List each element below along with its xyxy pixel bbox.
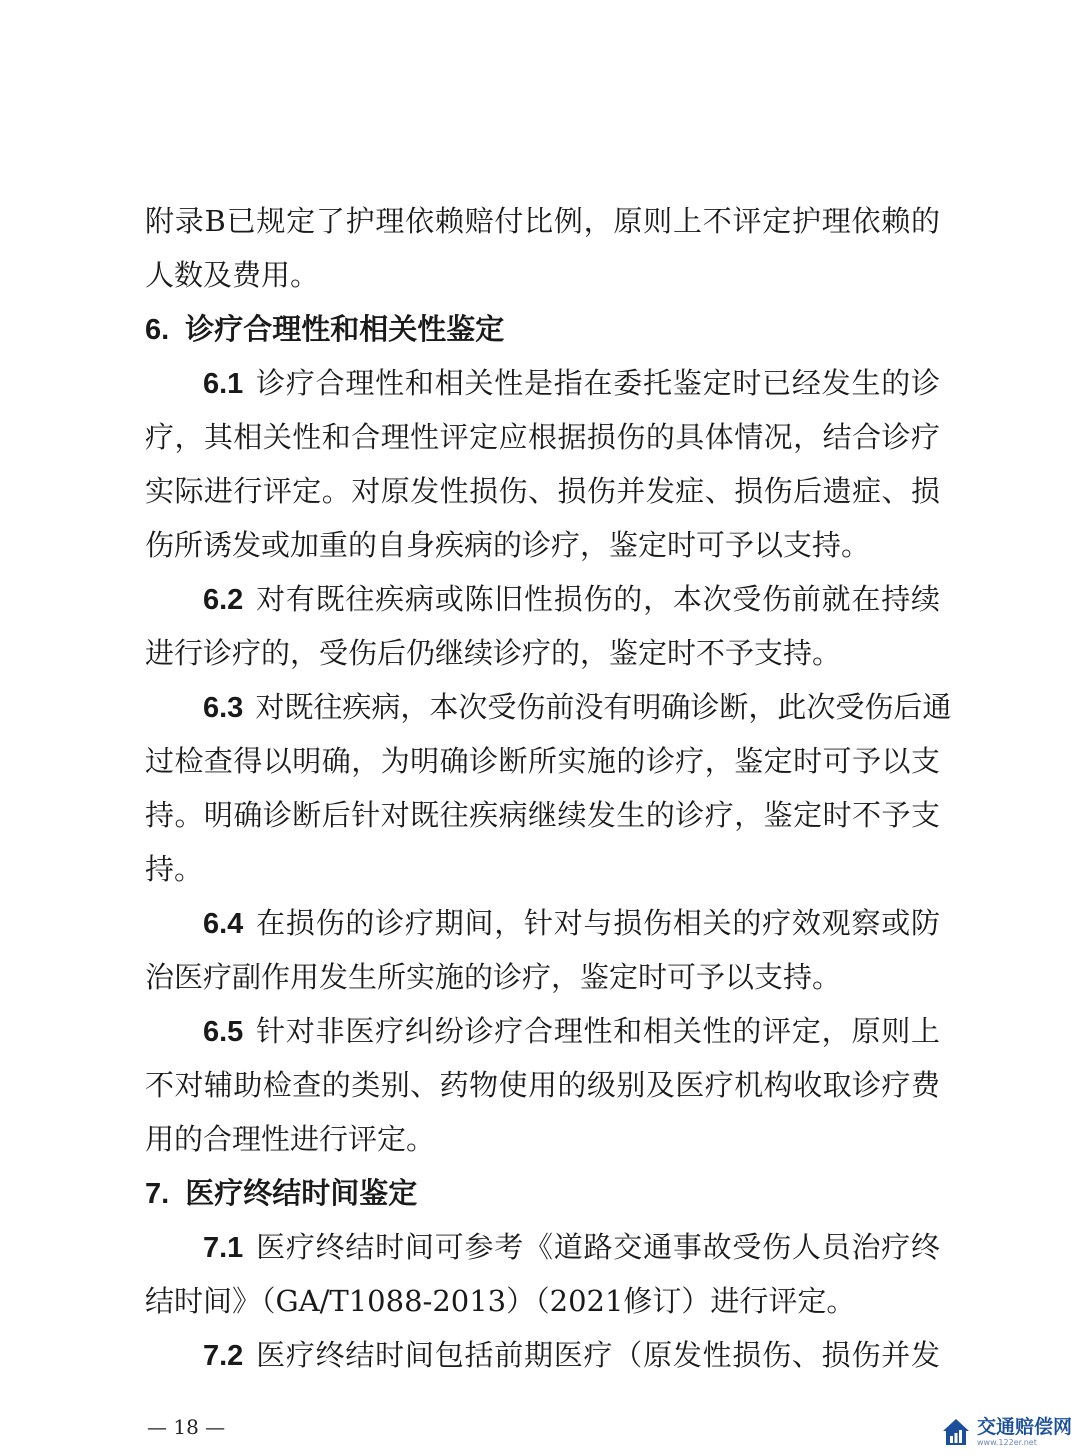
text-line (145, 680, 952, 734)
text-line (145, 1220, 940, 1274)
text-line: 附录B已规定了护理依赖赔付比例，原则上不评定护理依赖的 (145, 204, 940, 238)
clause-7-1 (145, 1220, 940, 1328)
section-heading-6 (145, 302, 940, 356)
section-number: 7. (145, 1178, 170, 1210)
text-line: 用的合理性进行评定。 (145, 1122, 436, 1156)
clause-text: 医疗终结时间可参考《道路交通事故受伤人员治疗终 (255, 1230, 940, 1264)
document-body (145, 194, 952, 1382)
clause-text: 对有既往疾病或陈旧性损伤的，本次受伤前就在持续 (255, 582, 940, 616)
text-line: 结时间》（GA/T1088-2013）（2021修订）进行评定。 (145, 1284, 856, 1318)
clause-number: 6.2 (203, 584, 244, 616)
watermark-url: www.122er.net (976, 1437, 1037, 1447)
clause-text: 在损伤的诊疗期间，针对与损伤相关的疗效观察或防 (255, 906, 940, 940)
text-line (145, 1328, 940, 1382)
clause-text: 医疗终结时间包括前期医疗（原发性损伤、损伤并发 (255, 1338, 940, 1372)
clause-number: 6.1 (203, 368, 244, 400)
section-title: 诊疗合理性和相关性鉴定 (185, 312, 505, 346)
text-line: 不对辅助检查的类别、药物使用的级别及医疗机构收取诊疗费 (145, 1068, 940, 1102)
clause-text: 诊疗合理性和相关性是指在委托鉴定时已经发生的诊 (255, 366, 940, 400)
text-line: 疗，其相关性和合理性评定应根据损伤的具体情况，结合诊疗 (145, 420, 940, 454)
text-line (145, 356, 940, 410)
clause-6-1 (145, 356, 940, 572)
text-line (145, 896, 940, 950)
clause-number: 7.2 (203, 1340, 244, 1372)
clause-6-4 (145, 896, 940, 1004)
text-line: 过检查得以明确，为明确诊断所实施的诊疗，鉴定时可予以支 (145, 744, 940, 778)
watermark-title: 交通赔偿网 (976, 1415, 1072, 1438)
text-line: 进行诊疗的，受伤后仍继续诊疗的，鉴定时不予支持。 (145, 636, 842, 670)
clause-text: 针对非医疗纠纷诊疗合理性和相关性的评定，原则上 (255, 1014, 940, 1048)
clause-number: 6.4 (203, 908, 244, 940)
text-line (145, 1004, 940, 1058)
text-line: 治医疗副作用发生所实施的诊疗，鉴定时可予以支持。 (145, 960, 842, 994)
watermark-logo (941, 1417, 1072, 1447)
section-number: 6. (145, 314, 170, 346)
clause-7-2 (145, 1328, 940, 1382)
text-line: 人数及费用。 (145, 258, 320, 292)
house-chart-logo-icon (941, 1417, 971, 1447)
clause-6-2 (145, 572, 940, 680)
clause-text: 对既往疾病，本次受伤前没有明确诊断，此次受伤后通 (255, 690, 952, 724)
clause-6-3 (145, 680, 952, 896)
watermark-text (976, 1415, 1072, 1447)
section-heading-7 (145, 1166, 940, 1220)
clause-number: 7.1 (203, 1232, 244, 1264)
text-line: 持。明确诊断后针对既往疾病继续发生的诊疗，鉴定时不予支 (145, 798, 940, 832)
text-line (145, 572, 940, 626)
clause-6-5 (145, 1004, 940, 1166)
intro-paragraph (145, 194, 940, 302)
page-number: — 18 — (147, 1415, 226, 1439)
text-line: 伤所诱发或加重的自身疾病的诊疗，鉴定时可予以支持。 (145, 528, 871, 562)
clause-number: 6.3 (203, 692, 244, 724)
text-line: 实际进行评定。对原发性损伤、损伤并发症、损伤后遗症、损 (145, 474, 940, 508)
clause-number: 6.5 (203, 1016, 244, 1048)
text-line: 持。 (145, 852, 204, 886)
section-title: 医疗终结时间鉴定 (185, 1176, 418, 1210)
